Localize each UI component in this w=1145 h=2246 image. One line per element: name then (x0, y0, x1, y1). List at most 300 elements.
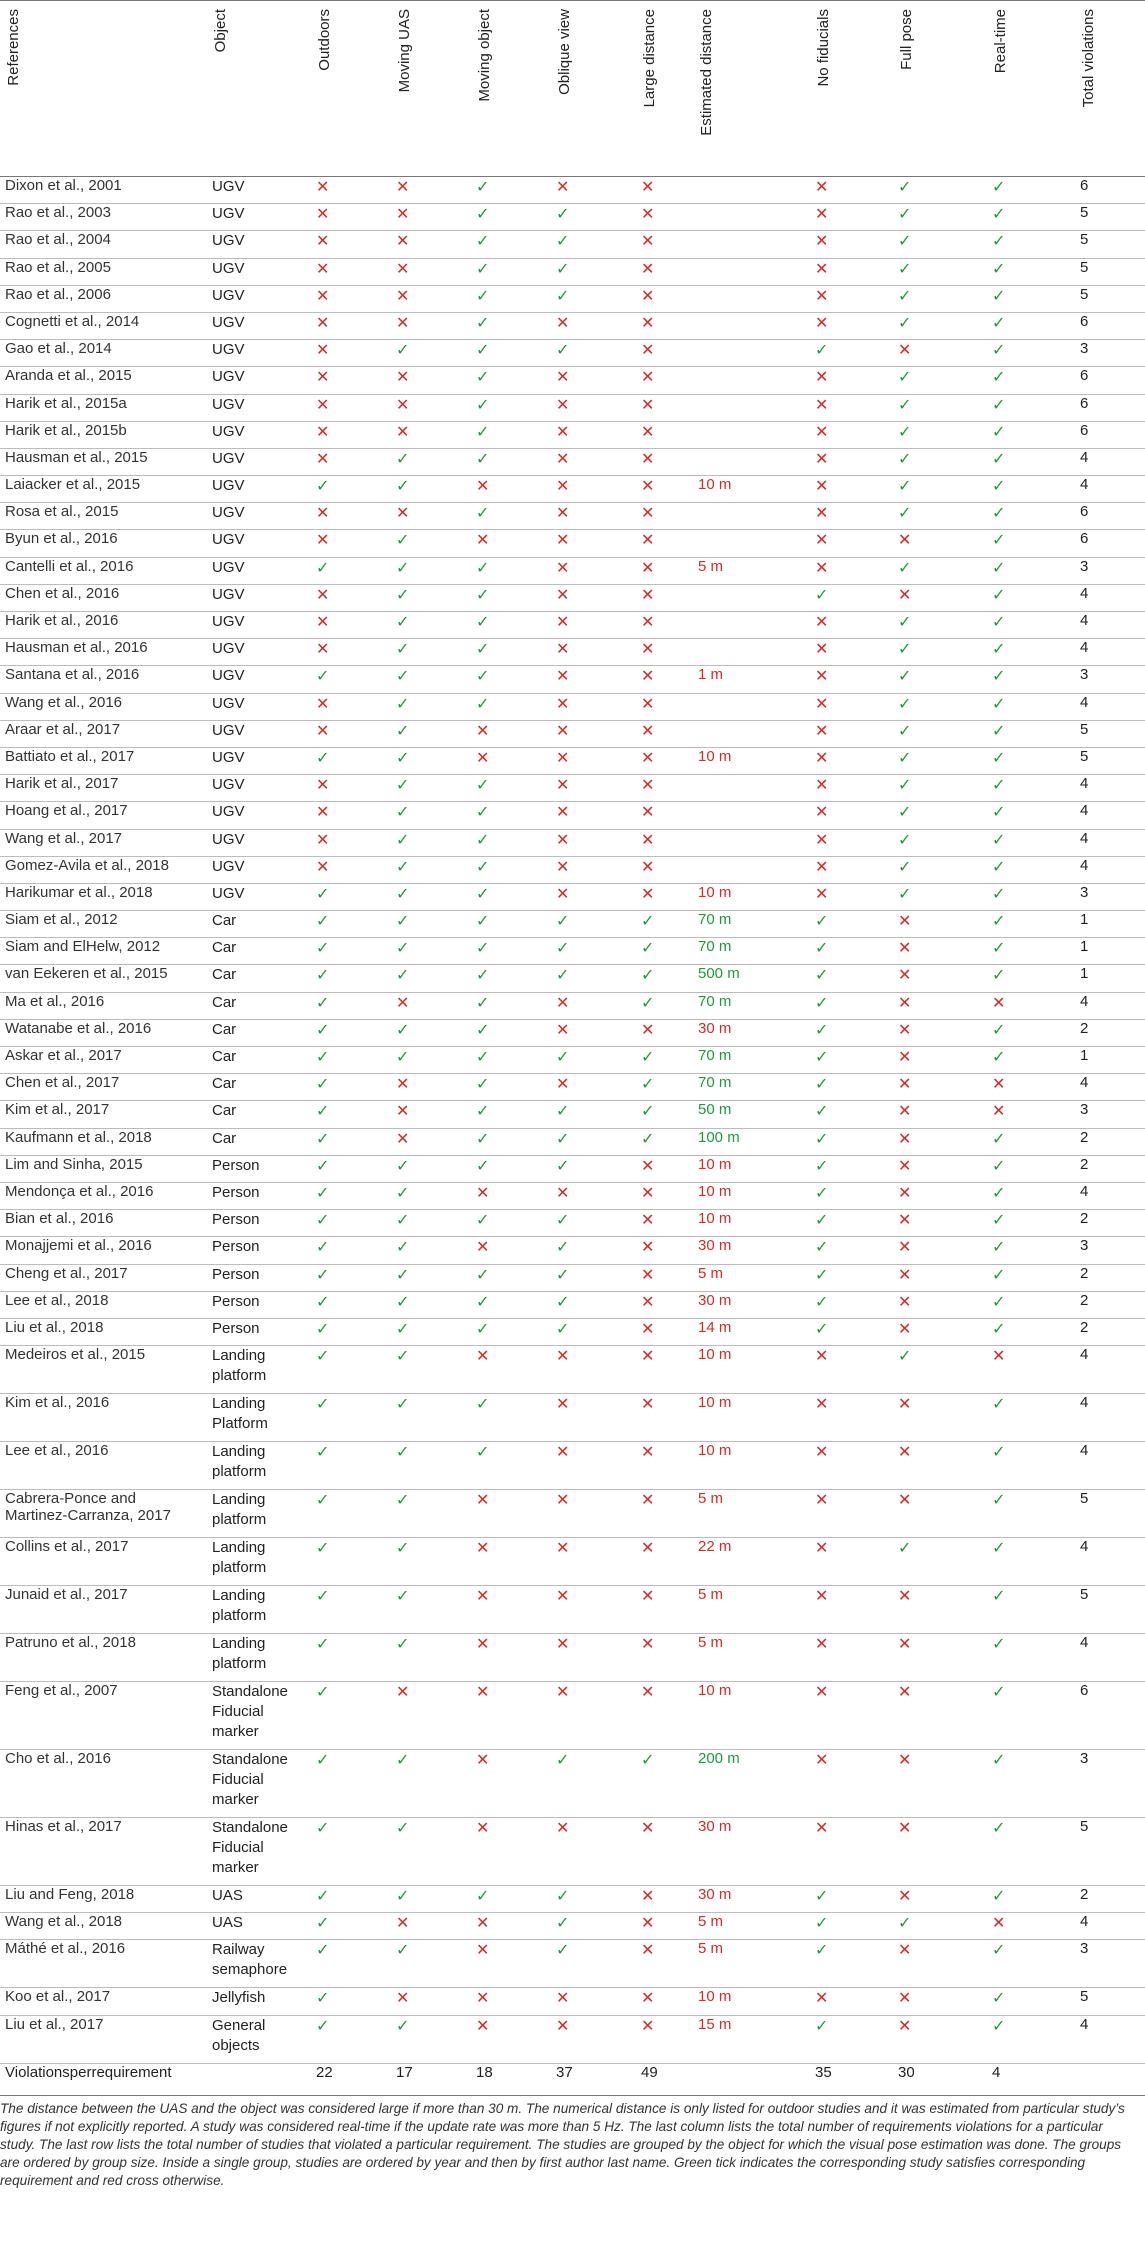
estimated-distance-cell (693, 992, 810, 1019)
requirement-cell (391, 1913, 471, 1940)
total-value: 2 (1080, 1019, 1089, 1037)
requirement-cell (987, 285, 1075, 312)
requirement-cell (893, 1346, 987, 1394)
requirement-cell (551, 557, 636, 584)
object-line: UGV (212, 395, 245, 413)
requirement-cell (311, 612, 391, 639)
total-violations-cell (1075, 1155, 1145, 1182)
cross-icon: ✕ (898, 1752, 912, 1770)
total-violations-cell (1075, 965, 1145, 992)
check-icon: ✓ (476, 831, 490, 849)
cross-icon: ✕ (815, 1540, 829, 1558)
check-icon: ✓ (476, 885, 490, 903)
reference-text: Harik et al., 2015a (5, 394, 127, 412)
reference-cell (0, 1682, 207, 1750)
totals-label-cell (0, 2063, 311, 2095)
distance-value: 10 m (698, 1682, 732, 1700)
object-cell (207, 340, 311, 367)
check-icon: ✓ (992, 1888, 1006, 1906)
total-violations-cell (1075, 476, 1145, 503)
reference-cell (0, 612, 207, 639)
requirement-cell (391, 1940, 471, 1988)
object-cell (207, 992, 311, 1019)
reference-text: Kim et al., 2017 (5, 1101, 110, 1119)
requirement-cell (636, 1634, 693, 1682)
cross-icon: ✕ (316, 831, 330, 849)
reference-text: Cognetti et al., 2014 (5, 312, 140, 330)
requirement-cell (551, 312, 636, 339)
cross-icon: ✕ (898, 1396, 912, 1414)
cross-icon: ✕ (641, 206, 655, 224)
requirement-cell (987, 1346, 1075, 1394)
object-line: UGV (212, 776, 245, 794)
totals-value: 49 (641, 2063, 658, 2081)
requirement-cell (987, 992, 1075, 1019)
requirement-cell (471, 1818, 551, 1886)
check-icon: ✓ (641, 1752, 655, 1770)
requirement-cell (311, 1682, 391, 1750)
cross-icon: ✕ (898, 2017, 912, 2035)
total-value: 4 (1080, 1634, 1089, 1652)
check-icon: ✓ (992, 1540, 1006, 1558)
cross-icon: ✕ (815, 396, 829, 414)
estimated-distance-cell (693, 1818, 810, 1886)
reference-text: Cantelli et al., 2016 (5, 557, 134, 575)
reference-cell (0, 1490, 207, 1538)
check-icon: ✓ (316, 1888, 330, 1906)
totals-value: 35 (815, 2063, 832, 2081)
requirement-cell (311, 367, 391, 394)
check-icon: ✓ (316, 749, 330, 767)
estimated-distance-cell (693, 1155, 810, 1182)
requirement-cell (636, 1818, 693, 1886)
reference-text: Liu et al., 2017 (5, 2015, 104, 2033)
check-icon: ✓ (316, 1588, 330, 1606)
object-cell (207, 177, 311, 204)
check-icon: ✓ (992, 478, 1006, 496)
requirement-cell (810, 421, 893, 448)
check-icon: ✓ (476, 1396, 490, 1414)
requirement-cell (987, 612, 1075, 639)
check-icon: ✓ (992, 1130, 1006, 1148)
total-value: 4 (1080, 1074, 1089, 1092)
check-icon: ✓ (476, 586, 490, 604)
object-line: UGV (212, 531, 245, 549)
cross-icon: ✕ (556, 1820, 570, 1838)
requirement-cell (551, 911, 636, 938)
cross-icon: ✕ (898, 1588, 912, 1606)
reference-cell (0, 1182, 207, 1209)
cross-icon: ✕ (815, 260, 829, 278)
reference-text: Kaufmann et al., 2018 (5, 1128, 152, 1146)
object-cell (207, 312, 311, 339)
estimated-distance-cell (693, 448, 810, 475)
requirement-cell (471, 285, 551, 312)
header-moving-object: Moving object (471, 1, 551, 177)
object-cell (207, 1442, 311, 1490)
cross-icon: ✕ (898, 1293, 912, 1311)
cross-icon: ✕ (641, 749, 655, 767)
requirement-cell (636, 584, 693, 611)
check-icon: ✓ (556, 1049, 570, 1066)
totals-value: 18 (476, 2063, 493, 2081)
cross-icon: ✕ (556, 1444, 570, 1462)
check-icon: ✓ (992, 559, 1006, 577)
requirement-cell (810, 1047, 893, 1074)
requirement-cell (810, 204, 893, 231)
check-icon: ✓ (396, 1266, 410, 1284)
requirement-cell (311, 1318, 391, 1345)
requirement-cell (810, 775, 893, 802)
object-cell (207, 1237, 311, 1264)
cross-icon: ✕ (316, 260, 330, 278)
check-icon: ✓ (556, 1212, 570, 1230)
requirement-cell (810, 285, 893, 312)
requirement-cell (471, 720, 551, 747)
requirement-cell (636, 992, 693, 1019)
check-icon: ✓ (992, 233, 1006, 251)
reference-cell (0, 965, 207, 992)
cross-icon: ✕ (815, 885, 829, 903)
check-icon: ✓ (396, 1752, 410, 1770)
cross-icon: ✕ (898, 1184, 912, 1202)
estimated-distance-cell (693, 883, 810, 910)
requirement-cell (987, 1291, 1075, 1318)
requirement-cell (636, 1264, 693, 1291)
requirement-cell (810, 1538, 893, 1586)
requirement-cell (471, 1318, 551, 1345)
object-line: Person (212, 1183, 260, 1201)
check-icon: ✓ (396, 1396, 410, 1414)
check-icon: ✓ (476, 1130, 490, 1148)
reference-cell (0, 340, 207, 367)
reference-text: Askar et al., 2017 (5, 1047, 122, 1064)
total-value: 5 (1080, 258, 1089, 276)
cross-icon: ✕ (556, 831, 570, 849)
cross-icon: ✕ (476, 1348, 490, 1366)
object-line: Person (212, 1211, 260, 1229)
requirement-cell (471, 1210, 551, 1237)
check-icon: ✓ (316, 1212, 330, 1230)
cross-icon: ✕ (556, 749, 570, 767)
object-cell (207, 1155, 311, 1182)
total-value: 3 (1080, 1101, 1089, 1119)
object-line: Standalone (212, 1683, 288, 1701)
requirement-cell (636, 802, 693, 829)
object-line: platform (212, 1559, 267, 1577)
check-icon: ✓ (476, 1103, 490, 1121)
cross-icon: ✕ (556, 668, 570, 686)
table-row (0, 1394, 1145, 1442)
requirement-cell (810, 747, 893, 774)
requirement-cell (311, 883, 391, 910)
cross-icon: ✕ (815, 423, 829, 441)
object-cell (207, 1346, 311, 1394)
reference-cell (0, 992, 207, 1019)
object-line: UGV (212, 884, 245, 902)
object-cell (207, 584, 311, 611)
cross-icon: ✕ (476, 1239, 490, 1257)
reference-cell (0, 1237, 207, 1264)
check-icon: ✓ (992, 641, 1006, 659)
requirement-cell (311, 1634, 391, 1682)
cross-icon: ✕ (556, 505, 570, 523)
requirement-cell (810, 476, 893, 503)
cross-icon: ✕ (898, 967, 912, 985)
cross-icon: ✕ (992, 1348, 1006, 1366)
requirement-cell (471, 1101, 551, 1128)
cross-icon: ✕ (316, 314, 330, 332)
requirement-cell (391, 1318, 471, 1345)
object-cell (207, 204, 311, 231)
requirement-cell (391, 911, 471, 938)
total-violations-cell (1075, 1886, 1145, 1913)
cross-icon: ✕ (556, 369, 570, 387)
requirement-cell (471, 177, 551, 204)
reference-text: Watanabe et al., 2016 (5, 1019, 152, 1037)
check-icon: ✓ (898, 450, 912, 468)
totals-value: 4 (992, 2063, 1001, 2081)
requirement-cell (987, 829, 1075, 856)
object-line: Railway (212, 1941, 265, 1959)
object-line: platform (212, 1463, 267, 1481)
cross-icon: ✕ (396, 369, 410, 387)
cross-icon: ✕ (641, 287, 655, 305)
distance-value: 70 m (698, 911, 732, 929)
check-icon: ✓ (815, 1942, 829, 1960)
cross-icon: ✕ (556, 559, 570, 577)
distance-value: 500 m (698, 965, 740, 983)
cross-icon: ✕ (815, 559, 829, 577)
totals-value-cell (693, 2063, 810, 2095)
estimated-distance-cell (693, 1291, 810, 1318)
requirement-cell (471, 1074, 551, 1101)
object-cell (207, 965, 311, 992)
check-icon: ✓ (396, 478, 410, 496)
requirement-cell (471, 1346, 551, 1394)
requirement-cell (636, 1682, 693, 1750)
check-icon: ✓ (992, 342, 1006, 360)
requirement-cell (893, 1886, 987, 1913)
requirement-cell (311, 1818, 391, 1886)
requirement-cell (893, 1019, 987, 1046)
reference-cell (0, 448, 207, 475)
check-icon: ✓ (316, 1130, 330, 1148)
requirement-cell (987, 639, 1075, 666)
requirement-cell (636, 965, 693, 992)
reference-text: Monajjemi et al., 2016 (5, 1237, 152, 1255)
total-value: 2 (1080, 1318, 1089, 1336)
distance-value: 70 m (698, 1047, 732, 1064)
check-icon: ✓ (316, 1266, 330, 1284)
object-line: Standalone (212, 1819, 288, 1837)
requirement-cell (636, 2015, 693, 2063)
object-cell (207, 530, 311, 557)
distance-value: 10 m (698, 747, 732, 765)
requirement-cell (471, 965, 551, 992)
requirement-cell (391, 367, 471, 394)
requirement-cell (551, 1442, 636, 1490)
object-cell (207, 1394, 311, 1442)
requirement-cell (987, 258, 1075, 285)
estimated-distance-cell (693, 829, 810, 856)
cross-icon: ✕ (476, 1942, 490, 1960)
cross-icon: ✕ (476, 1588, 490, 1606)
cross-icon: ✕ (476, 532, 490, 550)
check-icon: ✓ (992, 1212, 1006, 1230)
requirement-cell (471, 476, 551, 503)
total-value: 4 (1080, 802, 1089, 820)
cross-icon: ✕ (556, 2017, 570, 2035)
table-row (0, 1538, 1145, 1586)
cross-icon: ✕ (815, 722, 829, 740)
check-icon: ✓ (992, 885, 1006, 903)
check-icon: ✓ (476, 1049, 490, 1066)
cross-icon: ✕ (476, 1540, 490, 1558)
requirement-cell (893, 856, 987, 883)
distance-value: 50 m (698, 1101, 732, 1119)
total-value: 1 (1080, 1047, 1089, 1064)
check-icon: ✓ (396, 532, 410, 550)
cross-icon: ✕ (316, 614, 330, 631)
total-violations-cell (1075, 666, 1145, 693)
estimated-distance-cell (693, 312, 810, 339)
total-violations-cell (1075, 1913, 1145, 1940)
distance-value: 10 m (698, 1155, 732, 1173)
reference-cell (0, 503, 207, 530)
object-cell (207, 1913, 311, 1940)
table-row (0, 231, 1145, 258)
check-icon: ✓ (396, 804, 410, 822)
object-line: UGV (212, 313, 245, 331)
cross-icon: ✕ (476, 478, 490, 496)
requirement-cell (987, 394, 1075, 421)
requirement-cell (551, 476, 636, 503)
table-row (0, 1913, 1145, 1940)
total-violations-cell (1075, 802, 1145, 829)
cross-icon: ✕ (396, 1684, 410, 1702)
distance-value: 5 m (698, 1940, 724, 1958)
requirement-cell (311, 177, 391, 204)
check-icon: ✓ (641, 940, 655, 958)
requirement-cell (311, 802, 391, 829)
object-cell (207, 1818, 311, 1886)
estimated-distance-cell (693, 1318, 810, 1345)
reference-text: Santana et al., 2016 (5, 666, 140, 684)
requirement-cell (551, 693, 636, 720)
table-row (0, 1818, 1145, 1886)
cross-icon: ✕ (396, 994, 410, 1012)
cross-icon: ✕ (815, 1444, 829, 1462)
total-value: 2 (1080, 1155, 1089, 1173)
check-icon: ✓ (476, 695, 490, 713)
reference-cell (0, 1318, 207, 1345)
distance-value: 5 m (698, 1264, 724, 1282)
requirement-cell (893, 1237, 987, 1264)
check-icon: ✓ (556, 1157, 570, 1175)
requirement-cell (551, 639, 636, 666)
requirement-cell (810, 1101, 893, 1128)
requirement-cell (987, 231, 1075, 258)
cross-icon: ✕ (641, 1942, 655, 1960)
requirement-cell (471, 911, 551, 938)
requirement-cell (636, 693, 693, 720)
table-row (0, 2015, 1145, 2063)
check-icon: ✓ (815, 1103, 829, 1121)
header-moving-uas: Moving UAS (391, 1, 471, 177)
object-line: Car (212, 966, 237, 984)
check-icon: ✓ (396, 1212, 410, 1230)
reference-text: Chen et al., 2016 (5, 584, 120, 602)
check-icon: ✓ (476, 641, 490, 659)
cross-icon: ✕ (641, 722, 655, 740)
table-row (0, 1074, 1145, 1101)
table-row (0, 312, 1145, 339)
object-line: UGV (212, 178, 245, 195)
requirement-cell (471, 258, 551, 285)
check-icon: ✓ (476, 1293, 490, 1311)
reference-text: Lee et al., 2016 (5, 1442, 109, 1460)
check-icon: ✓ (992, 179, 1006, 196)
check-icon: ✓ (476, 1157, 490, 1175)
check-icon: ✓ (992, 695, 1006, 713)
table-row (0, 1210, 1145, 1237)
table-row (0, 693, 1145, 720)
requirement-cell (810, 938, 893, 965)
object-cell (207, 856, 311, 883)
object-line: Car (212, 1020, 237, 1038)
reference-cell (0, 421, 207, 448)
estimated-distance-cell (693, 367, 810, 394)
check-icon: ✓ (641, 994, 655, 1012)
distance-value: 70 m (698, 992, 732, 1010)
requirement-cell (987, 1988, 1075, 2015)
cross-icon: ✕ (641, 804, 655, 822)
requirement-cell (551, 1210, 636, 1237)
requirement-cell (391, 775, 471, 802)
requirement-cell (551, 1818, 636, 1886)
reference-text: van Eekeren et al., 2015 (5, 965, 168, 983)
requirement-cell (311, 1182, 391, 1209)
totals-empty-cell (1075, 2063, 1145, 2095)
reference-cell (0, 829, 207, 856)
total-violations-cell (1075, 1750, 1145, 1818)
total-violations-cell (1075, 747, 1145, 774)
requirement-cell (551, 1074, 636, 1101)
cross-icon: ✕ (898, 940, 912, 958)
object-line: marker (212, 1859, 259, 1877)
check-icon: ✓ (316, 1540, 330, 1558)
cross-icon: ✕ (898, 1492, 912, 1510)
requirement-cell (987, 584, 1075, 611)
requirement-cell (311, 938, 391, 965)
requirement-cell (810, 965, 893, 992)
estimated-distance-cell (693, 1264, 810, 1291)
requirement-cell (893, 1101, 987, 1128)
total-value: 5 (1080, 1490, 1089, 1508)
table-row (0, 584, 1145, 611)
requirement-cell (636, 258, 693, 285)
requirement-cell (391, 1101, 471, 1128)
requirement-cell (636, 1210, 693, 1237)
object-cell (207, 231, 311, 258)
reference-cell (0, 312, 207, 339)
reference-text: Kim et al., 2016 (5, 1394, 110, 1412)
estimated-distance-cell (693, 1913, 810, 1940)
table-row (0, 285, 1145, 312)
requirement-cell (987, 666, 1075, 693)
cross-icon: ✕ (641, 559, 655, 577)
